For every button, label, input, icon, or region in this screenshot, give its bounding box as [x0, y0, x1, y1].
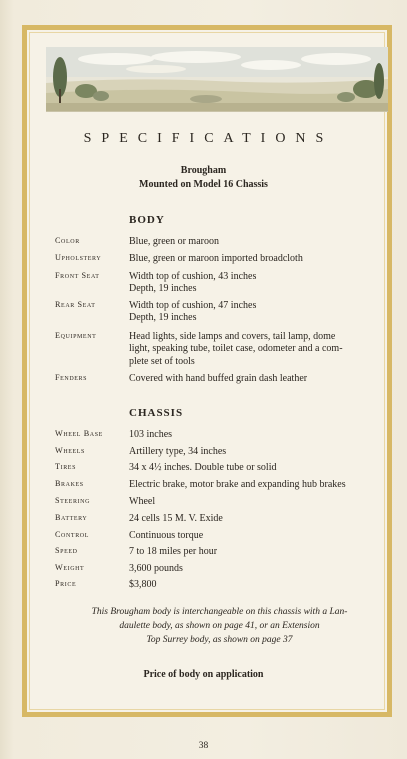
spec-label: Front Seat: [55, 271, 100, 280]
spec-label: Wheels: [55, 446, 85, 455]
spec-label: Wheel Base: [55, 429, 103, 438]
spec-value: Covered with hand buffed grain dash leather: [129, 373, 308, 384]
subtitle-body-type: Brougham: [180, 165, 227, 176]
spec-label: Tires: [55, 462, 77, 471]
spec-label: Rear Seat: [55, 300, 96, 309]
landscape-illustration-svg: [46, 47, 388, 111]
spec-label: Price: [55, 579, 77, 588]
spec-value: 103 inches: [129, 429, 173, 440]
spec-label: Control: [55, 530, 89, 539]
subtitle-chassis-model: Mounted on Model 16 Chassis: [139, 179, 268, 190]
spec-label: Speed: [55, 546, 78, 555]
spec-value: 7 to 18 miles per hour: [129, 546, 218, 557]
page-title: SPECIFICATIONS: [83, 131, 334, 146]
landscape-illustration: [46, 47, 388, 112]
spec-label: Weight: [55, 563, 85, 572]
price-of-body-text: Price of body on application: [143, 669, 264, 680]
spec-value: Width top of cushion, 47 inches Depth, 19 inches: [129, 300, 257, 324]
spec-label: Color: [55, 236, 80, 245]
page-number: 38: [198, 741, 209, 751]
section-heading-chassis: CHASSIS: [129, 407, 184, 419]
spec-value: Artillery type, 34 inches: [129, 446, 227, 457]
spec-value: Width top of cushion, 43 inches Depth, 19 inches: [129, 271, 257, 295]
spec-value: 24 cells 15 M. V. Exide: [129, 513, 223, 524]
spec-label: Brakes: [55, 479, 84, 488]
spec-value: Head lights, side lamps and covers, tail lamp, dome light, speaking tube, toilet case, odometer and a com- plete set of tools: [129, 331, 343, 367]
spec-label: Steering: [55, 496, 91, 505]
spec-label: Battery: [55, 513, 88, 522]
interchangeable-body-note: This Brougham body is interchangeable on this chassis with a Lan- daulette body, as shown on page 41, or an Extension Top Surrey body, as shown on page 37: [91, 607, 348, 645]
spec-label: Equipment: [55, 331, 97, 340]
spec-value: 34 x 4½ inches. Double tube or solid: [129, 462, 277, 473]
spec-value: $3,800: [129, 579, 157, 590]
spec-value: Blue, green or maroon: [129, 236, 219, 247]
spec-value: Electric brake, motor brake and expanding hub brakes: [129, 479, 346, 490]
spec-label: Fenders: [55, 373, 88, 382]
spec-label: Upholstery: [55, 253, 102, 262]
section-heading-body: BODY: [129, 214, 165, 226]
spec-value: Blue, green or maroon imported broadcloth: [129, 253, 303, 264]
spec-value: Continuous torque: [129, 530, 204, 541]
spec-value: 3,600 pounds: [129, 563, 183, 574]
spec-value: Wheel: [129, 496, 156, 507]
